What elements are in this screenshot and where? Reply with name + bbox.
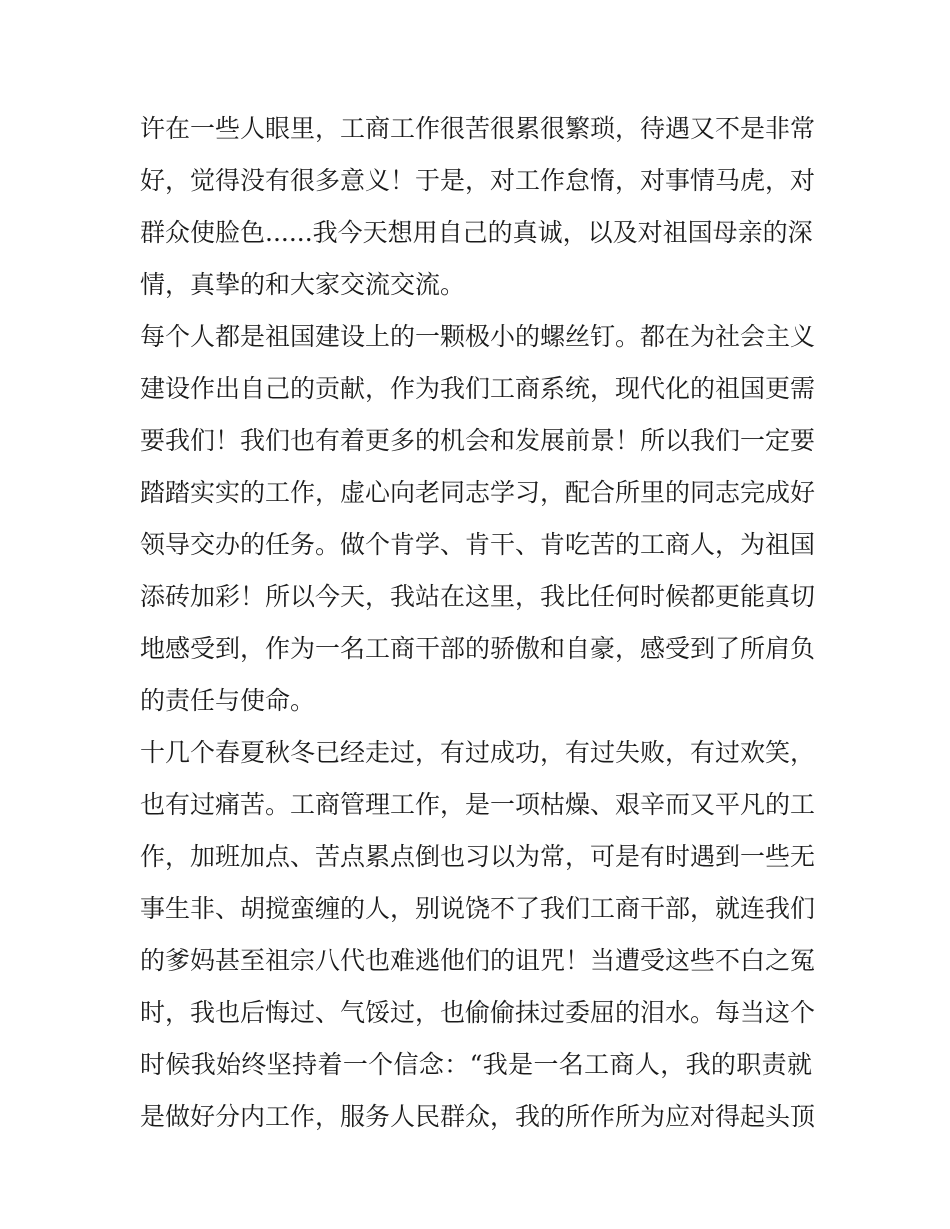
text-line: 建设作出自己的贡献，作为我们工商系统，现代化的祖国更需: [140, 374, 816, 403]
paragraph-3: [140, 727, 816, 1143]
text-line: 群众使脸色......我今天想用自己的真诚，以及对祖国母亲的深: [140, 218, 813, 247]
text-line: 时候我始终坚持着一个信念：“我是一名工商人，我的职责就: [140, 1050, 812, 1079]
text-line: 十几个春夏秋冬已经走过，有过成功，有过失败，有过欢笑，: [140, 738, 816, 767]
text-line: 要我们！我们也有着更多的机会和发展前景！所以我们一定要: [140, 426, 816, 455]
text-line: 事生非、胡搅蛮缠的人，别说饶不了我们工商干部，就连我们: [140, 894, 816, 923]
text-line: 地感受到，作为一名工商干部的骄傲和自豪，感受到了所肩负: [140, 634, 816, 663]
text-line: 领导交办的任务。做个肯学、肯干、肯吃苦的工商人，为祖国: [140, 530, 816, 559]
text-line: 好，觉得没有很多意义！于是，对工作怠惰，对事情马虎，对: [140, 166, 816, 195]
text-line: 的责任与使命。: [140, 686, 316, 715]
text-line: 的爹妈甚至祖宗八代也难逃他们的诅咒！当遭受这些不白之冤: [140, 946, 816, 975]
paragraph-1: [140, 103, 816, 311]
paragraph-2: [140, 311, 816, 727]
text-line: 添砖加彩！所以今天，我站在这里，我比任何时候都更能真切: [140, 582, 816, 611]
text-line: 踏踏实实的工作，虚心向老同志学习，配合所里的同志完成好: [140, 478, 816, 507]
document-body: [140, 103, 816, 1143]
text-line: 也有过痛苦。工商管理工作，是一项枯燥、艰辛而又平凡的工: [140, 790, 816, 819]
text-line: 时，我也后悔过、气馁过，也偷偷抹过委屈的泪水。每当这个: [140, 998, 816, 1027]
text-line: 作，加班加点、苦点累点倒也习以为常，可是有时遇到一些无: [140, 842, 816, 871]
text-line: 情，真挚的和大家交流交流。: [140, 270, 466, 299]
text-line: 许在一些人眼里，工商工作很苦很累很繁琐，待遇又不是非常: [140, 114, 816, 143]
text-line: 是做好分内工作，服务人民群众，我的所作所为应对得起头顶: [140, 1102, 816, 1131]
text-line: 每个人都是祖国建设上的一颗极小的螺丝钉。都在为社会主义: [140, 322, 816, 351]
